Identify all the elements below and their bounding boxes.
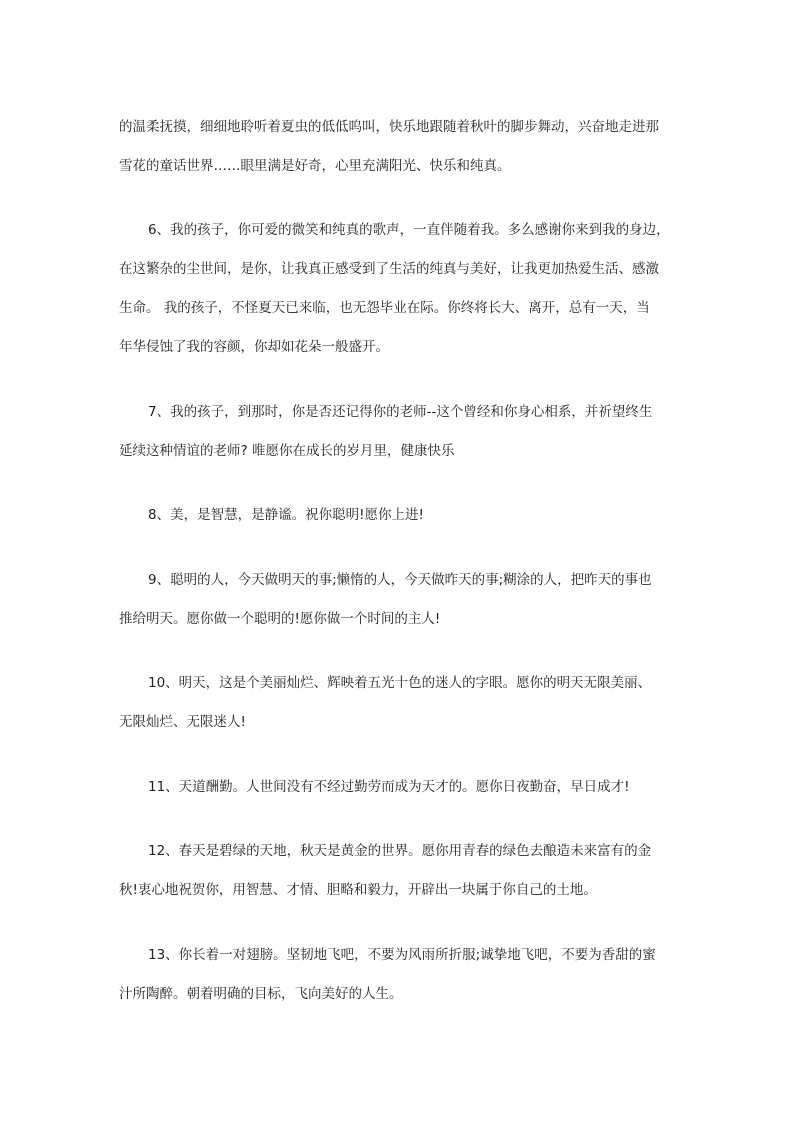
paragraph-10-line-2: 无限灿烂、无限迷人! <box>119 714 246 730</box>
paragraph-6-line-2: 在这繁杂的尘世间，是你，让我真正感受到了生活的纯真与美好，让我更加热爱生活、感激 <box>119 261 659 277</box>
paragraph-5-line-3: 雪花的童话世界……眼里满是好奇，心里充满阳光、快乐和纯真。 <box>119 158 511 174</box>
paragraph-11-line-1: 11、天道酬勤。人世间没有不经过勤劳而成为天才的。愿你日夜勤奋，早日成才! <box>148 779 630 795</box>
paragraph-12-line-1: 12、春天是碧绿的天地，秋天是黄金的世界。愿你用青春的绿色去酿造未来富有的金 <box>148 843 652 859</box>
paragraph-10-line-1: 10、明天，这是个美丽灿烂、辉映着五光十色的迷人的字眼。愿你的明天无限美丽、 <box>148 675 652 691</box>
paragraph-5-line-2: 的温柔抚摸，细细地聆听着夏虫的低低呜叫，快乐地跟随着秋叶的脚步舞动，兴奋地走进那 <box>119 119 659 135</box>
paragraph-9-line-2: 推给明天。愿你做一个聪明的!愿你做一个时间的主人! <box>119 611 441 627</box>
paragraph-12-line-2: 秋!衷心地祝贺你，用智慧、才情、胆略和毅力，开辟出一块属于你自己的土地。 <box>119 882 597 898</box>
paragraph-7-line-2: 延续这种情谊的老师? 唯愿你在成长的岁月里，健康快乐 <box>119 443 455 459</box>
paragraph-8-line-1: 8、美，是智慧，是静谧。祝你聪明!愿你上进! <box>148 507 424 523</box>
paragraph-13-line-2: 汁所陶醉。朝着明确的目标，飞向美好的人生。 <box>119 986 403 1002</box>
paragraph-6-line-1: 6、我的孩子，你可爱的微笑和纯真的歌声，一直伴随着我。多么感谢你来到我的身边， <box>148 222 670 238</box>
paragraph-7-line-1: 7、我的孩子，到那时，你是否还记得你的老师--这个曾经和你身心相系，并祈望终生 <box>148 404 653 420</box>
paragraph-13-line-1: 13、你长着一对翅膀。坚韧地飞吧，不要为风雨所折服;诚挚地飞吧，不要为香甜的蜜 <box>148 947 656 963</box>
paragraph-6-line-4: 年华侵蚀了我的容颜，你却如花朵一般盛开。 <box>119 339 389 355</box>
paragraph-6-line-3: 生命。 我的孩子，不怪夏天已来临，也无怨毕业在际。你终将长大、离开，总有一天，当 <box>119 300 650 316</box>
paragraph-9-line-1: 9、聪明的人，今天做明天的事;懒惰的人，今天做昨天的事;糊涂的人，把昨天的事也 <box>148 572 652 588</box>
